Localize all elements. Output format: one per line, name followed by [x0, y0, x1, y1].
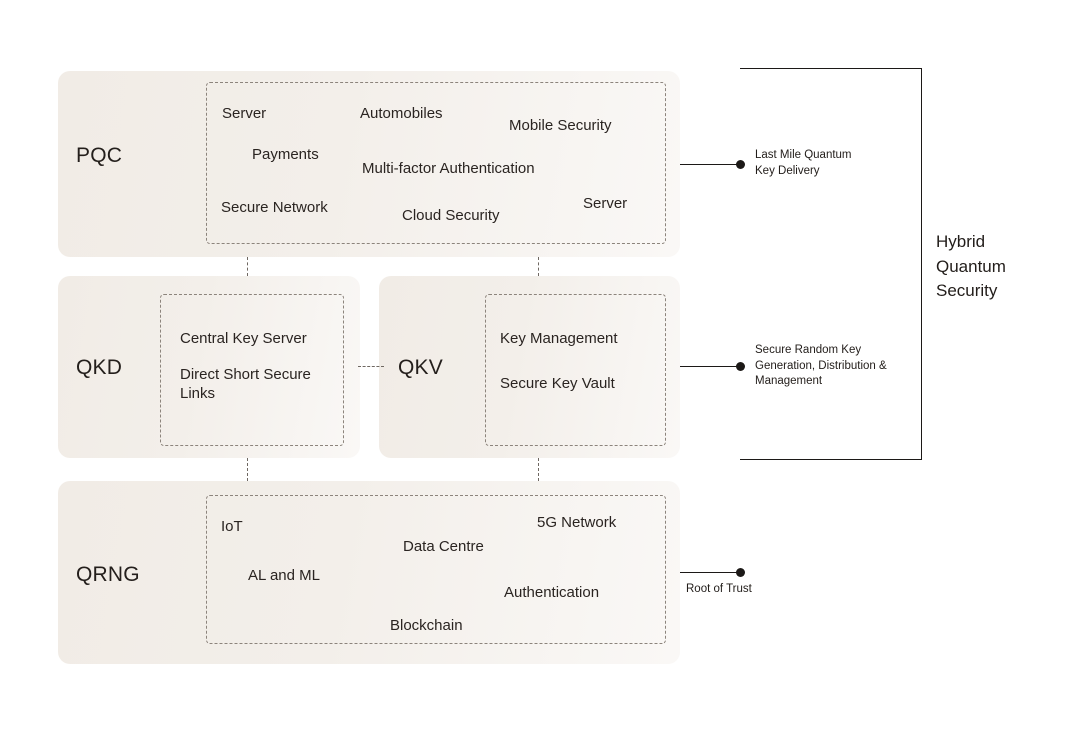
- tag-pqc-payments: Payments: [252, 146, 319, 163]
- leader-dot-pqc: [736, 160, 745, 169]
- connector-qkd-qrng: [247, 458, 248, 481]
- leader-line-qkv: [680, 366, 740, 367]
- tag-qrng-5g-network: 5G Network: [537, 514, 617, 531]
- annotation-last-mile-line2: Key Delivery: [755, 164, 820, 177]
- leader-line-qrng: [680, 572, 738, 573]
- annotation-root-of-trust-line1: Root of Trust: [686, 583, 752, 595]
- annotation-last-mile-line1: Last Mile Quantum: [755, 149, 852, 161]
- annotation-secure-random-key: [755, 343, 907, 390]
- qkv-tag-group: [485, 294, 666, 446]
- hybrid-quantum-security-label: [936, 230, 1056, 304]
- annotation-secure-random-key-line2: Generation, Distribution &: [755, 359, 887, 372]
- hybrid-label-line1: Hybrid: [936, 232, 986, 251]
- tag-qrng-data-centre: Data Centre: [403, 538, 484, 555]
- tag-qkv-key-management: Key Management: [500, 330, 618, 347]
- tag-pqc-cloud-security: Cloud Security: [402, 207, 500, 224]
- tag-pqc-secure-network: Secure Network: [221, 199, 328, 216]
- panel-qkv-title: QKV: [398, 356, 443, 379]
- leader-dot-qrng: [736, 568, 745, 577]
- tag-pqc-server-1: Server: [222, 105, 267, 122]
- tag-qrng-authentication: Authentication: [504, 584, 600, 601]
- annotation-last-mile: [755, 148, 875, 179]
- panel-qkd-title: QKD: [76, 356, 123, 379]
- bracket-right: [921, 68, 922, 460]
- annotation-secure-random-key-line1: Secure Random Key: [755, 344, 862, 356]
- hybrid-label-line3: Security: [936, 281, 998, 301]
- tag-qrng-iot: IoT: [221, 518, 243, 535]
- tag-qkv-secure-key-vault: Secure Key Vault: [500, 375, 615, 392]
- connector-pqc-qkd: [247, 257, 248, 276]
- connector-qkv-qrng: [538, 458, 539, 481]
- annotation-root-of-trust: [686, 582, 752, 598]
- tag-pqc-mobile-security: Mobile Security: [509, 117, 612, 134]
- tag-qkd-central-key-server: Central Key Server: [180, 330, 307, 347]
- annotation-secure-random-key-line3: Management: [755, 375, 823, 388]
- panel-qrng-title: QRNG: [76, 563, 140, 586]
- panel-pqc-title: PQC: [76, 144, 123, 167]
- tag-qkd-direct-short-secure-links: Direct Short Secure Links: [180, 366, 311, 402]
- tag-qrng-al-and-ml: AL and ML: [248, 567, 320, 584]
- leader-line-pqc: [680, 164, 740, 165]
- hybrid-label-line2: Quantum: [936, 256, 1006, 276]
- connector-qkd-qkv: [358, 366, 384, 367]
- tag-pqc-mfa: Multi-factor Authentication: [362, 160, 535, 177]
- leader-dot-qkv: [736, 362, 745, 371]
- bracket-top: [740, 68, 922, 69]
- connector-pqc-qkv: [538, 257, 539, 276]
- tag-pqc-server-2: Server: [583, 195, 628, 212]
- tag-qrng-blockchain: Blockchain: [390, 617, 463, 634]
- bracket-bottom: [740, 459, 922, 460]
- tag-pqc-automobiles: Automobiles: [360, 105, 443, 122]
